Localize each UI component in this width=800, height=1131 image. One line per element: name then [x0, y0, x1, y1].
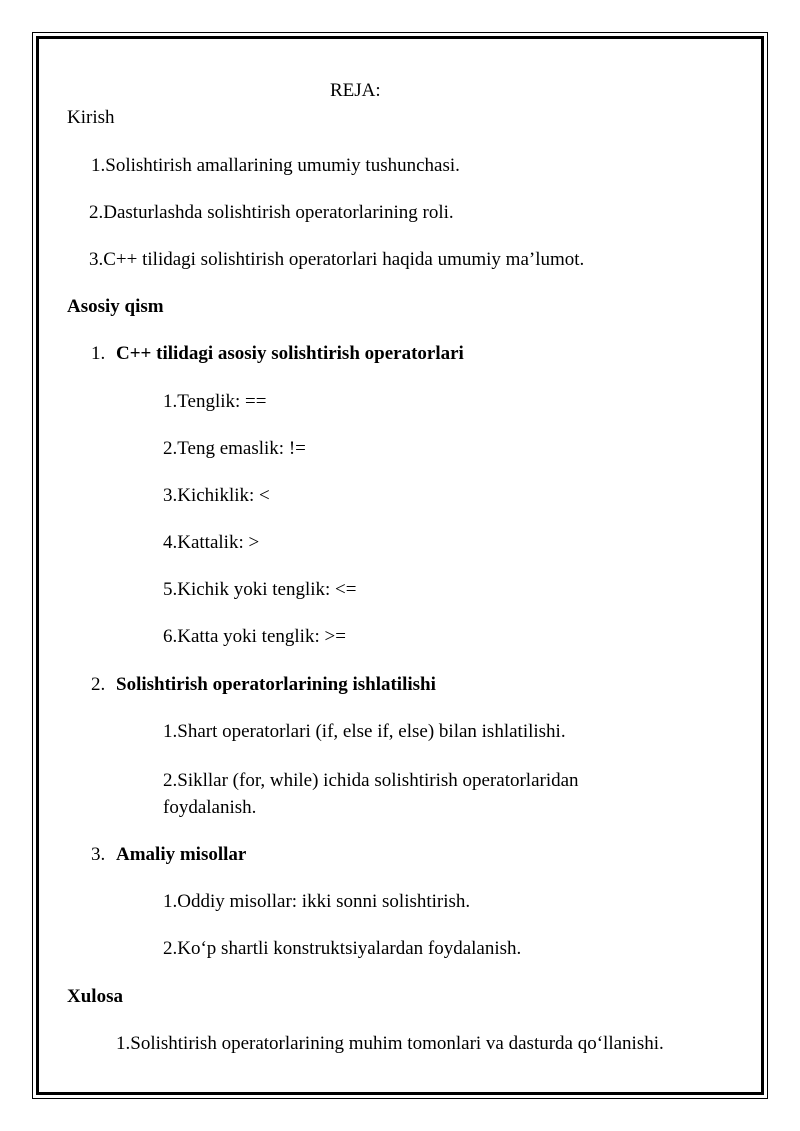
section-1-item-4: 4.Kattalik: >: [163, 532, 260, 553]
intro-item-1: 1.Solishtirish amallarining umumiy tushunchasi.: [91, 155, 460, 176]
plan-title: REJA:: [330, 80, 381, 101]
section-2-item-1: 1.Shart operatorlari (if, else if, else) bilan ishlatilishi.: [163, 721, 566, 742]
section-2-item-2: 2.Sikllar (for, while) ichida solishtirish operatorlaridan foydalanish.: [163, 770, 579, 818]
intro-item-3: 3.C++ tilidagi solishtirish operatorlari haqida umumiy ma’lumot.: [89, 249, 585, 270]
section-1-item-1: 1.Tenglik: ==: [163, 391, 267, 412]
section-2-number: 2.: [91, 674, 106, 695]
section-1-title: C++ tilidagi asosiy solishtirish operatorlari: [116, 343, 464, 364]
section-1-item-3: 3.Kichiklik: <: [163, 485, 270, 506]
main-heading: Asosiy qism: [67, 296, 164, 317]
conclusion-item-1: 1.Solishtirish operatorlarining muhim tomonlari va dasturda qo‘llanishi.: [116, 1033, 664, 1054]
conclusion-heading: Xulosa: [67, 986, 123, 1007]
intro-heading: Kirish: [67, 107, 115, 128]
section-1-item-5: 5.Kichik yoki tenglik: <=: [163, 579, 357, 600]
section-3-title: Amaliy misollar: [116, 844, 247, 865]
section-1-item-2: 2.Teng emaslik: !=: [163, 438, 306, 459]
section-2-title: Solishtirish operatorlarining ishlatilishi: [116, 674, 436, 695]
section-3-item-2: 2.Ko‘p shartli konstruktsiyalardan foydalanish.: [163, 938, 522, 959]
section-1-item-6: 6.Katta yoki tenglik: >=: [163, 626, 346, 647]
section-1-number: 1.: [91, 343, 106, 364]
section-3-item-1: 1.Oddiy misollar: ikki sonni solishtirish.: [163, 891, 471, 912]
intro-item-2: 2.Dasturlashda solishtirish operatorlarining roli.: [89, 202, 454, 223]
section-3-number: 3.: [91, 844, 106, 865]
